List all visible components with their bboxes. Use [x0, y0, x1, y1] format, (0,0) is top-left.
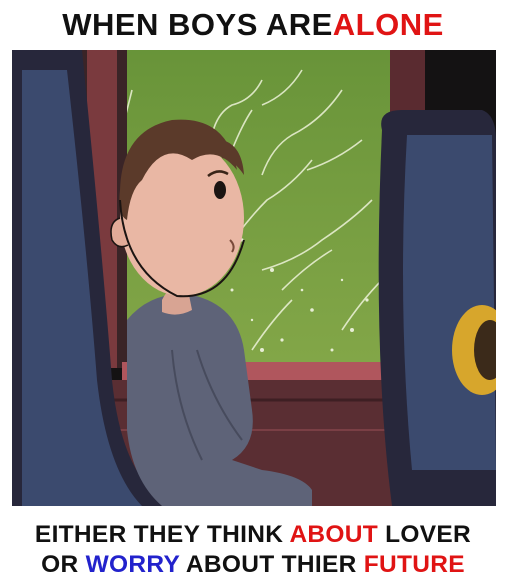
caption-line2-start: OR: [41, 551, 86, 578]
caption-highlight-future: FUTURE: [363, 551, 465, 578]
title-highlight-alone: ALONE: [332, 7, 444, 42]
caption-line2-middle: ABOUT THIER: [179, 551, 364, 578]
front-seat-cushion: [403, 135, 496, 470]
meme-caption: [0, 512, 506, 588]
illustration-svg: [12, 50, 496, 506]
caption-line-2: [41, 550, 465, 580]
boy-on-bus-illustration: [12, 50, 496, 506]
caption-line-1: [35, 520, 471, 550]
meme-title: [0, 0, 506, 50]
boy-eye: [214, 181, 226, 199]
caption-line1-text: EITHER THEY THINK: [34, 521, 290, 548]
caption-highlight-worry: WORRY: [85, 551, 180, 578]
caption-line1-end: LOVER: [378, 521, 472, 548]
title-text: WHEN BOYS ARE: [62, 7, 333, 42]
caption-highlight-about: ABOUT: [289, 521, 379, 548]
